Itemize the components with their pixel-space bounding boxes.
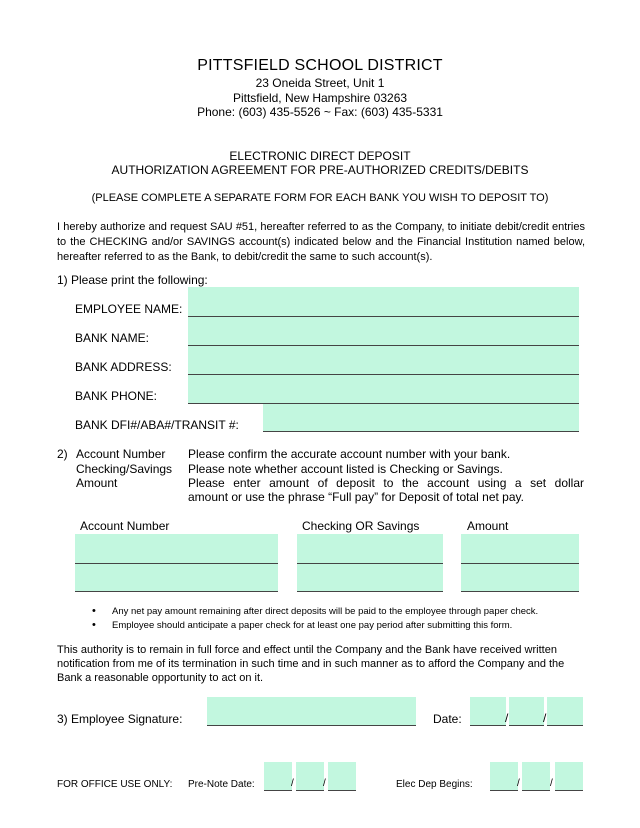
account-number-input-2[interactable] (75, 591, 278, 592)
date-month-input[interactable] (470, 725, 506, 726)
employee-name-label: EMPLOYEE NAME: (75, 302, 183, 316)
prenote-date-label: Pre-Note Date: (188, 779, 255, 790)
amount-input-1[interactable] (461, 563, 579, 564)
elec-field-month (490, 762, 518, 791)
checking-savings-input-2[interactable] (297, 591, 443, 592)
elec-slash: / (550, 778, 553, 789)
prenote-field-month (264, 762, 292, 791)
office-use-label: FOR OFFICE USE ONLY: (57, 779, 173, 790)
date-year-input[interactable] (547, 725, 583, 726)
bullet-item: • Employee should anticipate a paper check for at least one pay period after submitting this form. (90, 619, 590, 633)
date-slash: / (543, 711, 547, 725)
elec-field-day (522, 762, 550, 791)
elec-year-input[interactable] (555, 790, 583, 791)
authority-paragraph: This authority is to remain in full force and effect until the Company and the Bank have received written notification from me of its termination in such time and in such manner as to afford the Company and the Bank a reasonable opportunity to act on it. (57, 644, 565, 684)
date-field-year (547, 697, 583, 726)
form-title-line-2: AUTHORIZATION AGREEMENT FOR PRE-AUTHORIZED CREDITS/DEBITS (111, 163, 529, 177)
address-line-1: 23 Oneida Street, Unit 1 (255, 76, 385, 90)
date-label: Date: (433, 712, 462, 726)
phone-fax: Phone: (603) 435-5526 ~ Fax: (603) 435-5331 (197, 105, 443, 119)
date-field-month (470, 697, 509, 726)
prenote-month-input[interactable] (264, 790, 292, 791)
prenote-slash: / (291, 778, 294, 789)
bank-address-label: BANK ADDRESS: (75, 360, 172, 374)
bank-name-input[interactable] (188, 345, 579, 346)
date-day-input[interactable] (509, 725, 544, 726)
prenote-field-year (328, 762, 356, 791)
bullet-list (90, 605, 590, 633)
elec-dep-label: Elec Dep Begins: (396, 779, 473, 790)
bank-dfi-input[interactable] (263, 431, 579, 432)
bank-address-input[interactable] (188, 374, 579, 375)
date-slash: / (505, 711, 509, 725)
section-1-heading: 1) Please print the following: (57, 273, 208, 287)
bank-phone-label: BANK PHONE: (75, 389, 158, 403)
date-field-day (509, 697, 547, 726)
term-account-number: Account Number (76, 447, 166, 461)
signature-label: 3) Employee Signature: (57, 712, 183, 726)
col-checking-savings: Checking OR Savings (302, 519, 420, 533)
bank-dfi-label: BANK DFI#/ABA#/TRANSIT #: (75, 418, 239, 432)
prenote-day-input[interactable] (296, 790, 324, 791)
col-account-number: Account Number (80, 519, 170, 533)
desc-checking-savings: Please note whether account listed is Checking or Savings. (188, 462, 503, 476)
prenote-year-input[interactable] (328, 790, 356, 791)
form-title-line-1: ELECTRONIC DIRECT DEPOSIT (229, 149, 411, 163)
signature-input[interactable] (207, 725, 416, 726)
district-title: PITTSFIELD SCHOOL DISTRICT (197, 57, 443, 74)
signature-field-area (207, 697, 416, 726)
bank-name-label: BANK NAME: (75, 331, 150, 345)
intro-paragraph: I hereby authorize and request SAU #51, hereafter referred to as the Company, to initiate debit/credit entries to the CHECKING and/or SAVINGS account(s) indicated below and the Financial Institution named below, hereafter referred to as the Bank, to debit/credit the same to such account(s). (57, 221, 585, 263)
bank-phone-input[interactable] (188, 403, 579, 404)
desc-amount-2: amount or use the phrase “Full pay” for Deposit of total net pay. (188, 490, 524, 504)
desc-amount: Please enter amount of deposit to the account using a set dollar (188, 476, 584, 490)
desc-account-number: Please confirm the accurate account number with your bank. (188, 447, 511, 461)
dfi-field-area (263, 404, 579, 432)
elec-slash: / (517, 778, 520, 789)
prenote-field-day (296, 762, 324, 791)
form-note: (PLEASE COMPLETE A SEPARATE FORM FOR EACH BANK YOU WISH TO DEPOSIT TO) (91, 192, 549, 204)
term-checking-savings: Checking/Savings (76, 462, 173, 476)
elec-day-input[interactable] (522, 790, 550, 791)
col-amount: Amount (467, 519, 509, 533)
amount-input-2[interactable] (461, 591, 579, 592)
checking-savings-input-1[interactable] (297, 563, 443, 564)
elec-month-input[interactable] (490, 790, 518, 791)
account-number-input-1[interactable] (75, 563, 278, 564)
employee-name-input[interactable] (188, 316, 579, 317)
bullet-item: • Any net pay amount remaining after direct deposits will be paid to the employee through paper check. (90, 605, 590, 619)
prenote-slash: / (323, 778, 326, 789)
address-line-2: Pittsfield, New Hampshire 03263 (232, 91, 408, 105)
elec-field-year (555, 762, 583, 791)
term-amount: Amount (76, 476, 118, 490)
section-2-number: 2) (57, 447, 68, 461)
